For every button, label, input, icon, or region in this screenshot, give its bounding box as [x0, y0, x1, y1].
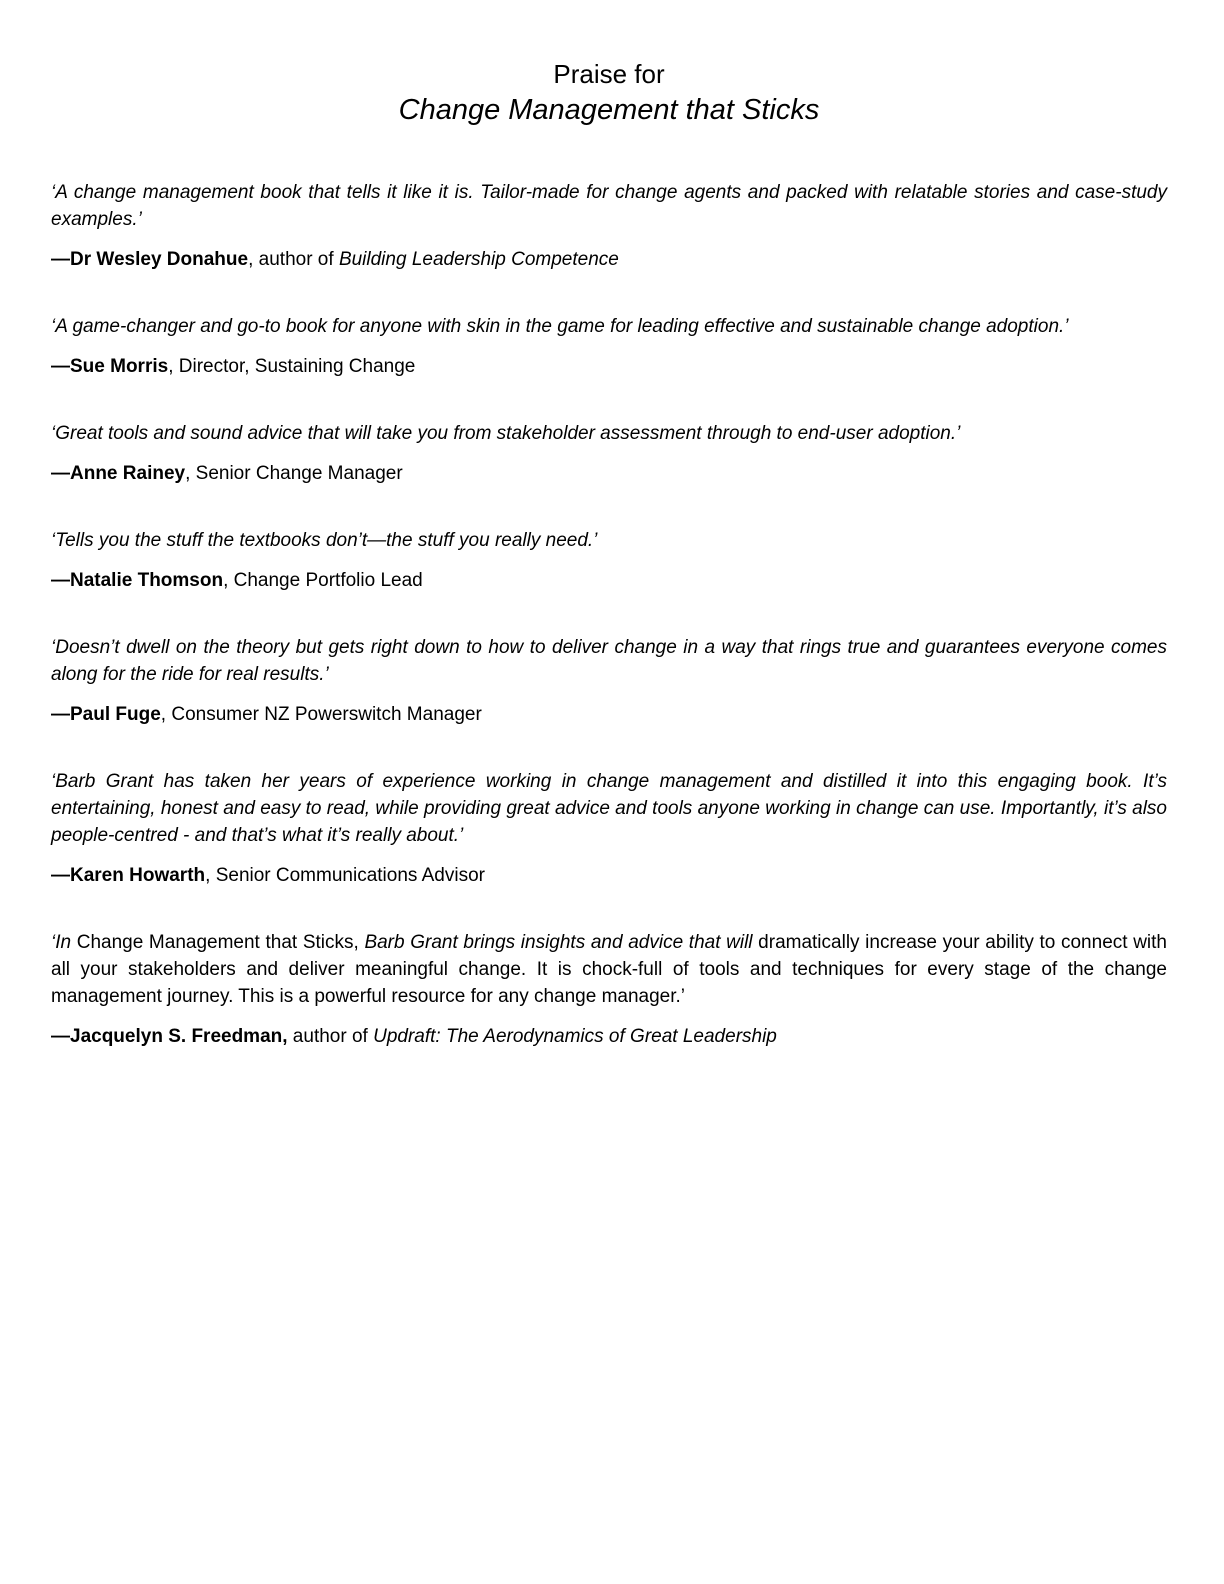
quote-block — [51, 929, 1167, 1050]
book-title: Change Management that Sticks — [398, 94, 820, 126]
text-segment: —Dr Wesley Donahue — [51, 249, 249, 270]
text-segment: dramatically increase your ability to connect with all your stakeholders and deliver meaningful change. It is chock-full of tools and techniques for every stage of the change management journey. This is a powerful resource for any change manager.’ — [51, 932, 1167, 1007]
text-segment: —Natalie Thomson — [51, 570, 224, 591]
text-segment: , Change Portfolio Lead — [223, 570, 423, 591]
quote-block — [51, 179, 1167, 273]
quote-text — [51, 768, 1167, 849]
quote-block — [51, 313, 1167, 380]
text-segment: ‘A change management book that tells it like it is. Tailor-made for change agents and packed with relatable stories and case-study examples.’ — [51, 182, 1167, 230]
quote-block — [51, 634, 1167, 728]
text-segment: Updraft: The Aerodynamics of Great Leadership — [373, 1026, 777, 1047]
text-segment: ‘Doesn’t dwell on the theory but gets right down to how to deliver change in a way that rings true and guarantees everyone comes along for the ride for real results.’ — [51, 637, 1167, 685]
quote-attribution — [51, 460, 1167, 487]
text-segment: , Senior Change Manager — [185, 463, 403, 484]
text-segment: , Senior Communications Advisor — [205, 865, 485, 886]
quote-block — [51, 420, 1167, 487]
quote-attribution — [51, 353, 1167, 380]
text-segment: —Sue Morris — [51, 356, 169, 377]
quote-block — [51, 768, 1167, 889]
quote-text — [51, 634, 1167, 688]
text-segment: —Paul Fuge — [51, 704, 161, 725]
text-segment: ‘In — [51, 932, 77, 953]
page-title: Praise for — [553, 59, 665, 89]
quote-attribution — [51, 1023, 1167, 1050]
quote-text — [51, 929, 1167, 1010]
text-segment: author of — [287, 1026, 374, 1047]
quote-attribution — [51, 246, 1167, 273]
text-segment: —Karen Howarth — [51, 865, 206, 886]
text-segment: ‘Tells you the stuff the textbooks don’t—the stuff you really need.’ — [51, 530, 598, 551]
quote-block — [51, 527, 1167, 594]
text-segment: ‘Barb Grant has taken her years of experience working in change management and distilled it into this engaging book. It’s entertaining, honest and easy to read, while providing great advice and tools anyone working in change can use. Importantly, it’s also people-centred - and that’s what it’s really about.’ — [51, 771, 1167, 846]
text-segment: , Director, Sustaining Change — [168, 356, 416, 377]
text-segment: , Consumer NZ Powerswitch Manager — [160, 704, 482, 725]
quote-text — [51, 313, 1167, 340]
text-segment: , author of — [248, 249, 339, 270]
quotes-list — [51, 179, 1167, 1050]
text-segment: —Jacquelyn S. Freedman, — [51, 1026, 288, 1047]
quote-attribution — [51, 862, 1167, 889]
quote-attribution — [51, 701, 1167, 728]
text-segment: Barb Grant brings insights and advice that will — [364, 932, 759, 953]
quote-attribution — [51, 567, 1167, 594]
quote-text — [51, 420, 1167, 447]
text-segment: Building Leadership Competence — [338, 249, 619, 270]
quote-text — [51, 527, 1167, 554]
page-header — [51, 57, 1167, 129]
text-segment: ‘Great tools and sound advice that will take you from stakeholder assessment through to end-user adoption.’ — [51, 423, 961, 444]
quote-text — [51, 179, 1167, 233]
text-segment: ‘A game-changer and go-to book for anyone with skin in the game for leading effective and sustainable change adoption.’ — [51, 316, 1069, 337]
text-segment: Change Management that Sticks, — [76, 932, 365, 953]
text-segment: —Anne Rainey — [51, 463, 186, 484]
